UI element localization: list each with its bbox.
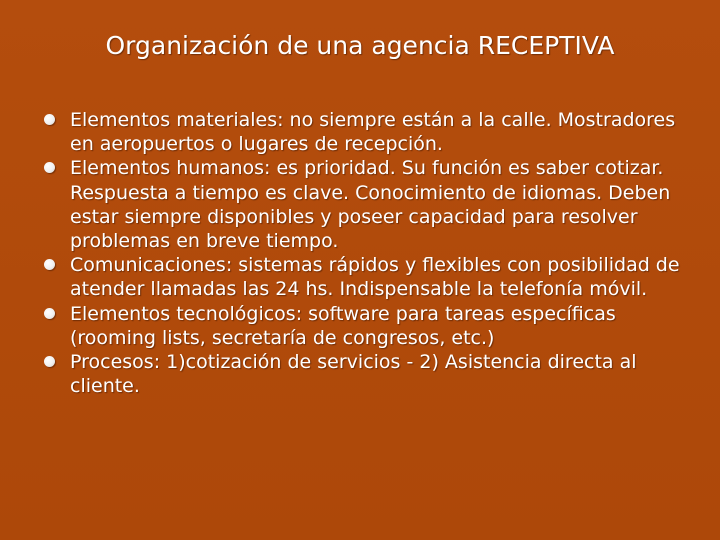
bullet-dot-icon bbox=[44, 114, 55, 125]
bullet-text: Procesos: 1)cotización de servicios - 2) Asistencia directa al cliente. bbox=[70, 351, 637, 398]
bullet-item bbox=[40, 302, 690, 350]
bullet-dot-icon bbox=[44, 162, 55, 173]
bullet-dot-icon bbox=[44, 308, 55, 319]
bullet-dot-icon bbox=[44, 356, 55, 367]
bullet-list bbox=[40, 108, 690, 398]
bullet-item bbox=[40, 156, 690, 253]
bullet-item bbox=[40, 108, 690, 156]
slide-title: Organización de una agencia RECEPTIVA bbox=[105, 31, 615, 60]
bullet-dot-icon bbox=[44, 259, 55, 270]
bullet-text: Comunicaciones: sistemas rápidos y flexibles con posibilidad de atender llamadas las 24 hs. Indispensable la telefonía móvil. bbox=[70, 254, 680, 301]
bullet-item bbox=[40, 253, 690, 301]
bullet-text: Elementos humanos: es prioridad. Su función es saber cotizar. Respuesta a tiempo es clave. Conocimiento de idiomas. Deben estar siempre disponibles y poseer capacidad para resolver problemas en breve tiempo. bbox=[70, 157, 671, 253]
bullet-text: Elementos materiales: no siempre están a la calle. Mostradores en aeropuertos o lugares de recepción. bbox=[70, 109, 676, 156]
bullet-item bbox=[40, 350, 690, 398]
bullet-text: Elementos tecnológicos: software para tareas específicas (rooming lists, secretaría de congresos, etc.) bbox=[70, 302, 616, 349]
